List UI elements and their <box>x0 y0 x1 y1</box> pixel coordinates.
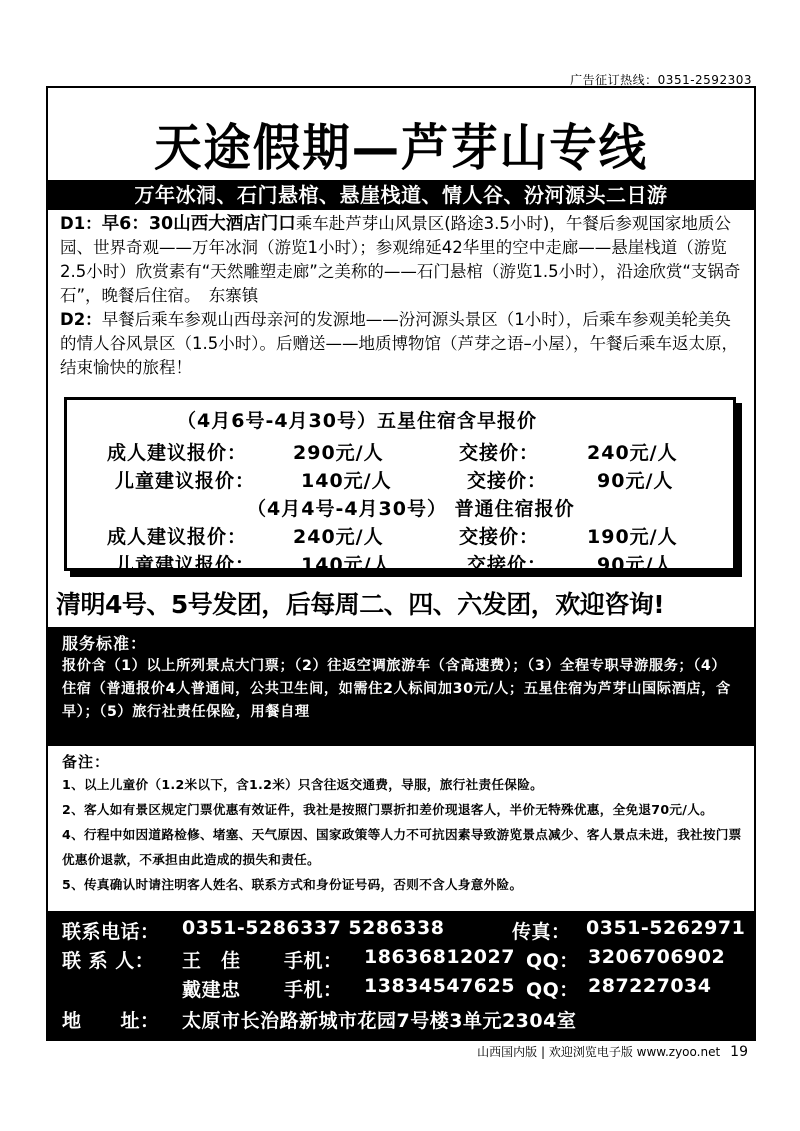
ad-frame <box>46 86 756 1041</box>
note-item: 1、以上儿童价（1.2米以下，含1.2米）只含往返交通费，导服，旅行社责任保险。 <box>62 777 543 792</box>
mobile-label: 手机： <box>284 979 343 1001</box>
note-item: 4、行程中如因道路检修、堵塞、天气原因、国家政策等人力不可抗因素导致游览景点减少、客人景点未进，我社按门票优惠价退款，不承担由此造成的损失和责任。 <box>62 827 742 867</box>
contact-person1-qq: 3206706902 <box>588 946 726 968</box>
contact-person2-qq: 287227034 <box>588 975 712 997</box>
price-section2-title: （4月4号-4月30号） 普通住宿报价 <box>247 498 575 520</box>
day1-departure-time: 早6：30山西大酒店门口 <box>101 214 296 234</box>
qq-label: QQ： <box>526 950 579 972</box>
page-number: 19 <box>730 1044 748 1060</box>
adult-label: 成人建议报价： <box>107 442 248 464</box>
fax-label: 传真： <box>512 921 571 943</box>
s1-child-transfer: 90元/人 <box>597 470 674 492</box>
page-title: 天途假期—芦芽山专线 <box>154 119 648 177</box>
departure-schedule: 清明4号、5号发团，后每周二、四、六发团，欢迎咨询! <box>56 590 665 619</box>
child-label: 儿童建议报价： <box>115 554 256 576</box>
address-label: 地 址： <box>62 1010 160 1032</box>
price-box <box>64 397 736 576</box>
s2-adult-transfer: 190元/人 <box>587 526 678 548</box>
s2-child-price: 140元/人 <box>301 554 392 576</box>
note-item: 2、客人如有景区规定门票优惠有效证件，我社是按照门票折扣差价现退客人，半价无特殊优惠，全免退70元/人。 <box>62 802 713 817</box>
price-section1-title: （4月6号-4月30号）五星住宿含早报价 <box>177 410 537 432</box>
fax-number: 0351-5262971 <box>586 917 746 939</box>
contact-block <box>48 911 754 1041</box>
day2-label: D2： <box>60 310 102 329</box>
contact-person-label: 联 系 人： <box>62 950 155 972</box>
transfer-label: 交接价： <box>467 554 548 576</box>
contact-person2-name: 戴建忠 <box>182 979 241 1001</box>
itinerary-day2 <box>60 308 744 380</box>
transfer-label: 交接价： <box>467 470 548 492</box>
notes <box>62 752 744 897</box>
note-item: 5、传真确认时请注明客人姓名、联系方式和身份证号码，否则不含人身意外险。 <box>62 877 523 892</box>
transfer-label: 交接价： <box>459 442 540 464</box>
contact-person2-mobile: 13834547625 <box>364 975 515 997</box>
contact-person1-mobile: 18636812027 <box>364 946 515 968</box>
notes-title: 备注： <box>62 753 111 771</box>
footer-text: 山西国内版 | 欢迎浏览电子版 www.zyoo.net <box>477 1045 721 1059</box>
itinerary-day1 <box>60 212 744 308</box>
child-label: 儿童建议报价： <box>115 470 256 492</box>
day1-text: 乘车赴芦芽山风景区(路途3.5小时)，午餐后参观国家地质公园、世界奇观——万年冰洞（游览1小时）；参观绵延42华里的空中走廊——悬崖栈道（游览2.5小时）欣赏素有“天然雕塑走廊”之美称的——石门悬棺（游览1.5小时），沿途欣赏“支锅奇石”，晚餐后住宿。 东寨镇 <box>60 214 741 305</box>
address-text: 太原市长治路新城市花园7号楼3单元2304室 <box>182 1010 577 1032</box>
ad-hotline: 广告征订热线：0351-2592303 <box>570 73 752 87</box>
phone-number: 0351-5286337 5286338 <box>182 917 445 939</box>
phone-label: 联系电话： <box>62 921 160 943</box>
contact-person1-name: 王 佳 <box>182 950 241 972</box>
service-title: 服务标准： <box>62 634 148 653</box>
s1-adult-transfer: 240元/人 <box>587 442 678 464</box>
s1-adult-price: 290元/人 <box>293 442 384 464</box>
itinerary <box>60 212 744 380</box>
transfer-label: 交接价： <box>459 526 540 548</box>
subtitle-bar: 万年冰洞、石门悬棺、悬崖栈道、情人谷、汾河源头二日游 <box>48 180 754 210</box>
adult-label: 成人建议报价： <box>107 526 248 548</box>
day2-text: 早餐后乘车参观山西母亲河的发源地——汾河源头景区（1小时），后乘车参观美轮美奂的情人谷风景区（1.5小时）。后赠送——地质博物馆（芦芽之语–小屋），午餐后乘车返太原，结束愉快的旅程！ <box>60 310 738 377</box>
day1-label: D1： <box>60 214 102 233</box>
mobile-label: 手机： <box>284 950 343 972</box>
page-footer <box>477 1043 748 1060</box>
s2-adult-price: 240元/人 <box>293 526 384 548</box>
s2-child-transfer: 90元/人 <box>597 554 674 576</box>
service-text: 报价含（1）以上所列景点大门票；（2）往返空调旅游车（含高速费）；（3）全程专职导游服务；（4）住宿（普通报价4人普通间，公共卫生间，如需住2人标间加30元/人；五星住宿为芦芽山国际酒店，含早）；（5）旅行社责任保险，用餐自理 <box>62 658 731 720</box>
qq-label: QQ： <box>526 979 579 1001</box>
service-standard <box>48 627 754 746</box>
s1-child-price: 140元/人 <box>301 470 392 492</box>
